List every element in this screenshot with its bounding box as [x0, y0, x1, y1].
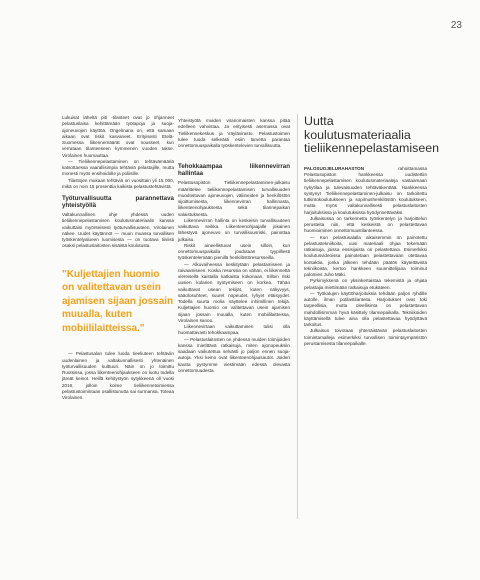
sidebar-title: Uutta koulutusmateriaalia tieliikennepelastamiseen — [304, 114, 440, 156]
paragraph: Riskit aineellistuvat usein silloin, kun onnettomuuspaikalla joudutaan tyypilliesti työskentelemään pienillä henkilöstöresursseilla. — [178, 242, 290, 261]
paragraph: — Pelastuslaitosten on yhdessä muiden toimijoiden kanssa mietittävä ratkaisuja, miten ajonopeuksiin saadaan vaikutettua selvästi jo paljon ennen suoja-autoja. Yksi keino ovat liikenteenohjausautot. Joiden kautta pystymme viestimään edessä olevasta onnettomuudesta. — [178, 336, 290, 373]
paragraph: Yhteistyötä muiden viranomaisten kanssa pitää edelleen vahvistaa. Ja erityisesti asemassa ovat Tieliikennekeskus ja Väylävirasto. Pelastustoimen tulee tuoda selkeästi esiin tarvetta parantaa onnettomuuspaikalla työskentelevien turvallisuutta. — [178, 118, 290, 148]
subheading: Tehokkaampaa liikennevirran hallintaa — [178, 163, 290, 178]
article-column-1 — [62, 115, 174, 401]
subheading: Työturvallisuutta parannettava yhteistyöllä — [62, 195, 174, 209]
page-number: 23 — [450, 20, 462, 31]
paragraph: Julkaisussa on tarkennettu työskentelyn ja harjoittelun perusteita niin, että keskeistä on pelastettavan huomioiminen onnettomuustilanteessa. — [304, 215, 427, 234]
paragraph: Tilastojen mukaan tehtäviä on vuosittain yli 15 000, mikä on noin 15 prosenttia kaikista pelastustehtävistä. — [62, 177, 174, 189]
sidebar-article — [304, 114, 440, 347]
paragraph: Valtakunnallinen ohje yhdessä uuden tieliikennepelastamisen koulutusmateriaalin kanssa vaikuttaisi myönteisesti työturvallisuuteen, Virolainen näkee. Uudet käytännöt — muun muassa turvallisen työskentelyalueen luomisesta — on tuotava tiiviisti osaksi pelastuslaitosten sisäistä koulutusta. — [62, 212, 174, 249]
lead-in: PALOSUOJELURAHASTON — [304, 165, 365, 171]
paragraph: Pelastusopiston Tieliikennepelastaminen-julkaisu määrittelee tieliikennepelastamisen turvallisuuden muodostuvan ajoneuvojen, väliineiden ja henkilöstön sijoittumisesta, liikennevirran hallinnasta, liikenteenohjauksesta sekä tilannepaikan valaistuksesta. — [178, 180, 290, 217]
column-divider — [297, 114, 298, 519]
paragraph — [304, 166, 427, 216]
paragraph: Pyrkimyksenä on yksinkertaistaa tekemistä ja ohjata pelastajia miettimään ratkaisuja etukäteen. — [304, 278, 427, 290]
paragraph: — Pelastusalan tulee luoda tieeliuteen tehtäviin uudenlainen ja valtakunnallisesti yhtenäinen työturvallisuuden kulttuuri. Näin on jo toimittu Ruotsissa, jossa liikenteenohjaukseen on luotu todella järeät keinot. Heillä kehitystyön sytykkeenä oli vuosi 2016, jolloin koime tieliikennetoimiessa pelastustoimintaan osallistunutta sai surmansa. Toteaa Virolainen. — [62, 351, 174, 401]
paragraph: — Kun pelastusalalla aikaisemmin on painotettu pelastustekniikoita, uusi materiaali ohjaa tekemään ratkaisuja, joissa ensisijaista on pelastettava. Esimerkiksi koulutusvideoissa painotetaan pelastettavaan otettavaa kontaktia, jonka jälkeen tehdään päätös käytettävistä tekniikoista, kertoo hankkeen suunnittelijana toiminut palomies Juho Mäki. — [304, 234, 427, 278]
paragraph: Liikennevirran hallinta on keskeisin turvallisuuteen vaikuttava seikka. Liikenteenohjaajalle jokainen lähestyvä ajoneuvo on turvallisuusriski, painottaa julkaisu. — [178, 217, 290, 242]
lead-text: rahoittamassa Pelastusopiston hankkeessa uudistettiin tieliikennepelastamisen koulutusmateriaaleja vastaamaan nykytilaa ja tulevaisuuden tehtäväkenttää. Hankkeessa syntynyt Tieliikennepelastaminen-julkaisu on tarkoitettu tutkintokoulutukseen ja sopimushenkilöstön koulutukseen, mutta myös valtakunnallisesti pelastuslaitosten harjoituksissa ja koulutuksissa hyödynnettäväksi. — [304, 165, 427, 215]
pull-quote: "Kuljettajien huomio on valitettavan usein ajamisen sijaan jossain muualla, kuten mobiililaitteissa." — [62, 268, 174, 334]
paragraph: — Alkuvaiheessa keskitytään pelastamiseen ja raivaamiseen. Koska resurssia on vähän, ei liikennettä viereisellä kaistalla katkaista kokonaan. Silloin riski uusien kolarien syntymiseen on korkea. Tähän vaikuttavat usean tekijät, kuten näkyvyys, sääolosuhteet, suuret nopeudet, lyhyet etäisyydet. Todella suurta roolia näyttelee inhimillinen tekijä. Kuljettajien huomio on valitettavan usein ajamisen sijaan jossain muualla, kuten mobiililaitteissa, Virolainen sanoo. — [178, 261, 290, 323]
paragraph: Liikennevirtaan vaikuttaminen tulisi olla huomattavasti tehokkaampaa. — [178, 324, 290, 336]
paragraph: Lukuisat läheltä piti -tilanteet ovat jo ohjanneet pelastuslaisa kehittämään työtapoja ja suoja-ajoneuvojen käyttöä. Ongelmana on, että samaan aikaan ovat riskit kasvaneet. Erityisesti Etelä-Suomessa liikennemäärät ovat nousseet, kun verrataan tilanteeseen kymmenen vuoden takse. Virolainen huomauttaa. — [62, 115, 174, 158]
paragraph: Julkaisun toivotaan yhtenäistävän pelastuslaitosten toimintamalleja esimerkiksi turvallisen toimintaympäristön perustamisesta tilannepaikalle. — [304, 328, 427, 346]
paragraph: — Työkalujen käyttöharjoituksia tehdään paljon ryhdille autolle, ilman potilastilanteita. Harjoitukset ovat toki tarpeellisia, mutta oleellisinta on pelastettavan mahdollisimman hyvä käsittely tilannepaikalla. Tekniikoiden käyttämisellä tulee aina olla pelastettavaa hyödyttävä tarkoitus. — [304, 290, 427, 328]
article-column-2 — [178, 118, 290, 374]
paragraph: — Tieliikennepelastaminen on tehtävämääriä katsottaessa vaarallisimpia tehtäviä pelastajille, mutta monesti myös ensihoidolle ja poliisille. — [62, 158, 174, 177]
